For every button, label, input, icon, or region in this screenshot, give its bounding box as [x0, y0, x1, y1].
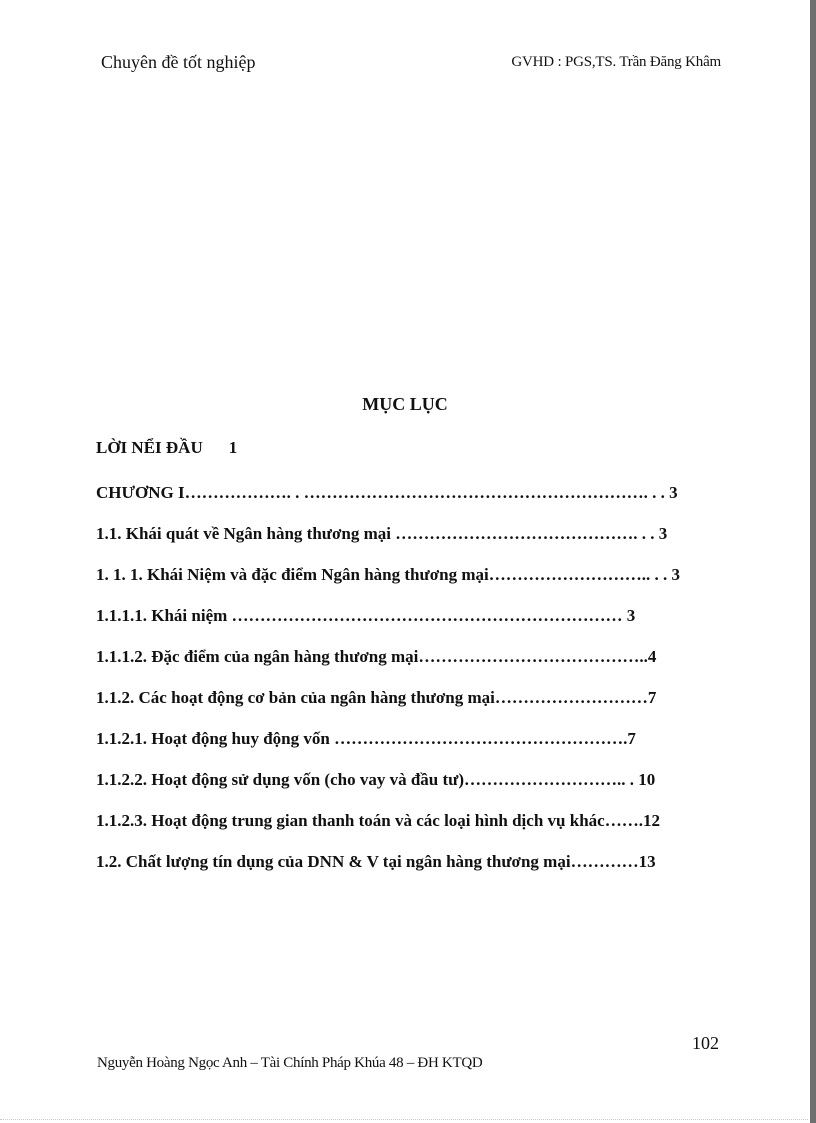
- toc-title: MỤC LỤC: [362, 394, 448, 414]
- toc-entry-text: LỜI NỂI ĐẦU: [96, 438, 203, 457]
- toc-entry[interactable]: 1.1.2.3. Hoạt động trung gian thanh toán và các loại hình dịch vụ khác…….12: [96, 811, 660, 830]
- header-left: Chuyên đề tốt nghiệp: [101, 52, 256, 72]
- toc-entry[interactable]: 1.1.1.1. Khái niệm …………………………………………………………… 3: [96, 606, 636, 625]
- toc-entry[interactable]: 1.1.1.2. Đặc điểm của ngân hàng thương mại…………………………………..4: [96, 647, 657, 666]
- toc-entry[interactable]: 1.1.2.1. Hoạt động huy động vốn …………………………………………….7: [96, 729, 636, 748]
- header-right: GVHD : PGS,TS. Trần Đăng Khâm: [511, 54, 721, 70]
- toc-entry[interactable]: 1. 1. 1. Khái Niệm và đặc điểm Ngân hàng thương mại……………………….. . . 3: [96, 565, 680, 584]
- page-edge-shadow: [810, 0, 816, 1123]
- page-bottom-dotted-rule: [0, 1119, 808, 1120]
- toc-entry-page: 1: [228, 438, 238, 457]
- toc-entry[interactable]: 1.1.2.2. Hoạt động sử dụng vốn (cho vay và đầu tư)……………………….. . 10: [96, 770, 656, 789]
- page-number: 102: [692, 1033, 719, 1053]
- toc-entry[interactable]: CHƯƠNG I………………. . ……………………………………………………. . . 3: [96, 483, 678, 502]
- toc-entry[interactable]: 1.1.2. Các hoạt động cơ bản của ngân hàng thương mại………………………7: [96, 688, 657, 707]
- footer-text: Nguyễn Hoàng Ngọc Anh – Tài Chính Pháp Khúa 48 – ĐH KTQD: [97, 1055, 483, 1071]
- table-of-contents: [96, 436, 722, 874]
- toc-entry[interactable]: [96, 436, 722, 460]
- toc-entry[interactable]: 1.2. Chất lượng tín dụng của DNN & V tại ngân hàng thương mại…………13: [96, 852, 656, 871]
- toc-entry[interactable]: 1.1. Khái quát về Ngân hàng thương mại ……………………………………. . . 3: [96, 524, 668, 543]
